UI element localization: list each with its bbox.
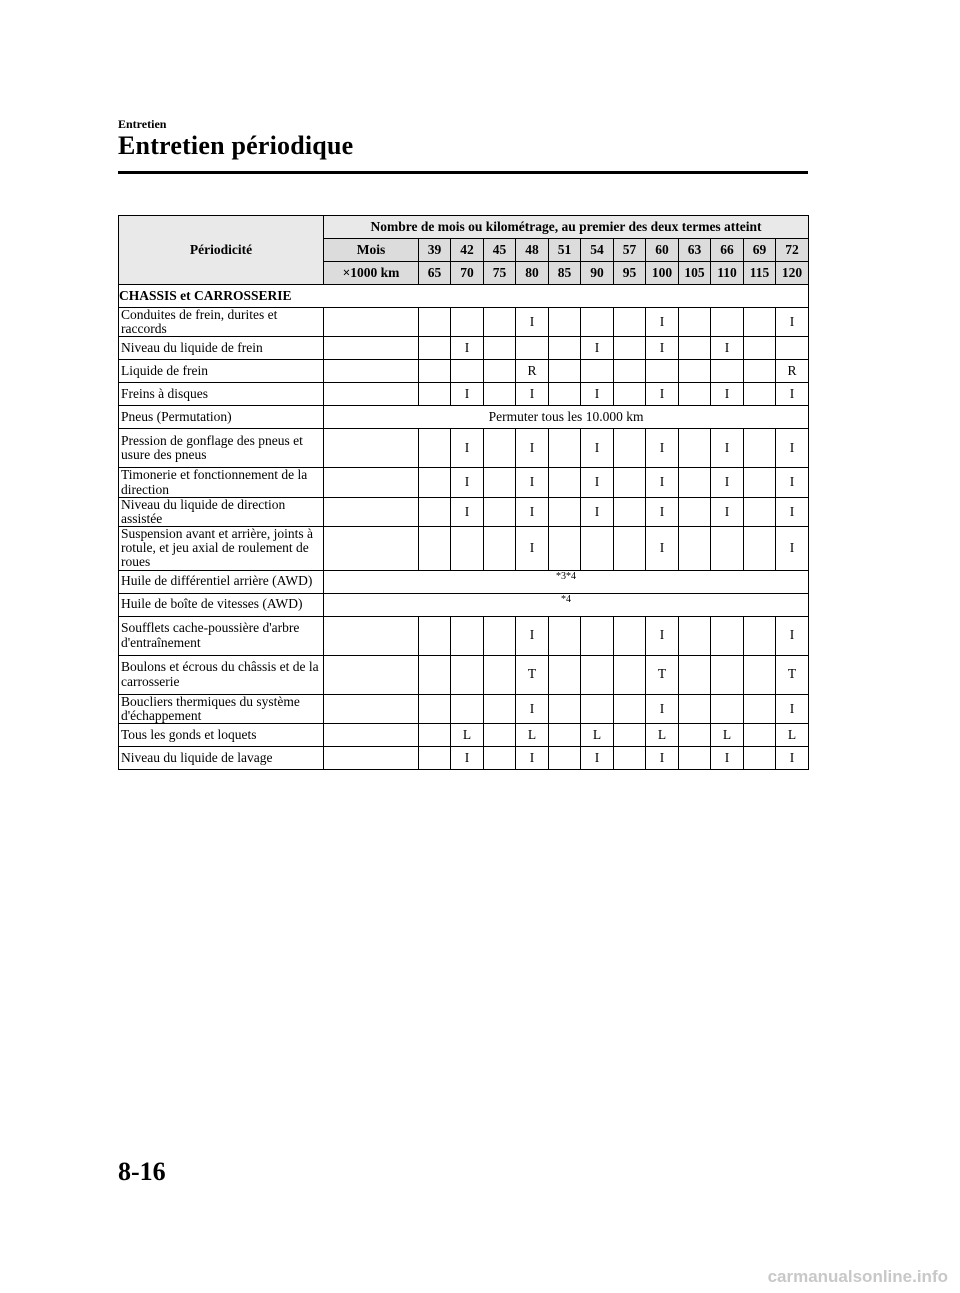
empty-cell — [744, 429, 776, 468]
interval-cell: I — [516, 694, 549, 723]
empty-cell — [614, 308, 646, 337]
interval-cell: I — [711, 746, 744, 769]
empty-cell — [744, 468, 776, 497]
mois-value: 69 — [744, 239, 776, 262]
empty-cell — [516, 337, 549, 360]
empty-cell — [324, 429, 419, 468]
empty-cell — [419, 337, 451, 360]
interval-cell: T — [646, 655, 679, 694]
empty-cell — [744, 527, 776, 571]
interval-cell: I — [516, 497, 549, 526]
empty-cell — [484, 497, 516, 526]
interval-cell: R — [776, 360, 809, 383]
km-label: ×1000 km — [324, 262, 419, 285]
empty-cell — [776, 337, 809, 360]
empty-cell — [679, 527, 711, 571]
empty-cell — [484, 360, 516, 383]
interval-cell: L — [711, 723, 744, 746]
empty-cell — [744, 616, 776, 655]
empty-cell — [679, 616, 711, 655]
maintenance-item: Niveau du liquide de lavage — [119, 746, 324, 769]
km-value: 110 — [711, 262, 744, 285]
interval-cell: I — [646, 383, 679, 406]
interval-cell: I — [711, 497, 744, 526]
km-value: 100 — [646, 262, 679, 285]
interval-cell: I — [776, 429, 809, 468]
empty-cell — [419, 655, 451, 694]
empty-cell — [744, 337, 776, 360]
km-value: 120 — [776, 262, 809, 285]
km-value: 105 — [679, 262, 711, 285]
empty-cell — [711, 616, 744, 655]
empty-cell — [679, 468, 711, 497]
interval-cell: I — [776, 616, 809, 655]
table-row — [119, 406, 809, 429]
watermark: carmanualsonline.info — [767, 1267, 948, 1286]
maintenance-item: Conduites de frein, durites et raccords — [119, 308, 324, 337]
empty-cell — [324, 497, 419, 526]
empty-cell — [419, 360, 451, 383]
maintenance-item: Timonerie et fonctionnement de la direction — [119, 468, 324, 497]
maintenance-item: Pression de gonflage des pneus et usure des pneus — [119, 429, 324, 468]
empty-cell — [744, 383, 776, 406]
mois-value: 39 — [419, 239, 451, 262]
interval-cell: L — [451, 723, 484, 746]
interval-cell: I — [776, 527, 809, 571]
table-row — [119, 723, 809, 746]
empty-cell — [324, 694, 419, 723]
empty-cell — [549, 337, 581, 360]
km-value: 65 — [419, 262, 451, 285]
interval-cell: I — [516, 746, 549, 769]
empty-cell — [549, 308, 581, 337]
interval-cell: I — [646, 527, 679, 571]
empty-cell — [549, 746, 581, 769]
interval-cell: I — [581, 468, 614, 497]
footnote-ref: *3*4 — [324, 570, 809, 593]
interval-cell: I — [646, 746, 679, 769]
interval-cell: I — [646, 337, 679, 360]
empty-cell — [451, 360, 484, 383]
table-row — [119, 694, 809, 723]
empty-cell — [324, 616, 419, 655]
interval-cell: I — [646, 468, 679, 497]
mois-value: 42 — [451, 239, 484, 262]
interval-cell: L — [516, 723, 549, 746]
interval-cell: I — [646, 308, 679, 337]
table-row — [119, 337, 809, 360]
km-value: 75 — [484, 262, 516, 285]
empty-cell — [549, 468, 581, 497]
empty-cell — [419, 468, 451, 497]
empty-cell — [679, 746, 711, 769]
empty-cell — [679, 360, 711, 383]
interval-cell: I — [711, 383, 744, 406]
empty-cell — [549, 360, 581, 383]
empty-cell — [614, 468, 646, 497]
km-value: 80 — [516, 262, 549, 285]
section-label: Entretien — [118, 117, 167, 131]
empty-cell — [484, 694, 516, 723]
empty-cell — [484, 527, 516, 571]
empty-cell — [614, 723, 646, 746]
interval-cell: I — [451, 337, 484, 360]
interval-cell: I — [516, 383, 549, 406]
maintenance-item: Pneus (Permutation) — [119, 406, 324, 429]
empty-cell — [419, 497, 451, 526]
interval-cell: I — [646, 616, 679, 655]
empty-cell — [549, 497, 581, 526]
empty-cell — [614, 616, 646, 655]
empty-cell — [484, 746, 516, 769]
periodicite-header: Périodicité — [119, 216, 324, 285]
mois-value: 45 — [484, 239, 516, 262]
interval-cell: I — [776, 383, 809, 406]
empty-cell — [451, 655, 484, 694]
empty-cell — [744, 308, 776, 337]
maintenance-item: Suspension avant et arrière, joints à rotule, et jeu axial de roulement de roues — [119, 527, 324, 571]
empty-cell — [484, 468, 516, 497]
maintenance-item: Soufflets cache-poussière d'arbre d'entraînement — [119, 616, 324, 655]
empty-cell — [614, 694, 646, 723]
empty-cell — [744, 497, 776, 526]
interval-cell: I — [451, 468, 484, 497]
empty-cell — [549, 429, 581, 468]
interval-cell: I — [516, 429, 549, 468]
table-row — [119, 570, 809, 593]
interval-cell: I — [516, 616, 549, 655]
empty-cell — [484, 337, 516, 360]
empty-cell — [324, 308, 419, 337]
table-row — [119, 527, 809, 571]
empty-cell — [614, 429, 646, 468]
section-row — [119, 285, 809, 308]
empty-cell — [614, 655, 646, 694]
empty-cell — [419, 694, 451, 723]
empty-cell — [581, 694, 614, 723]
mois-value: 63 — [679, 239, 711, 262]
table-row — [119, 308, 809, 337]
empty-cell — [581, 308, 614, 337]
maintenance-item: Niveau du liquide de frein — [119, 337, 324, 360]
empty-cell — [614, 527, 646, 571]
empty-cell — [744, 723, 776, 746]
interval-cell: L — [646, 723, 679, 746]
empty-cell — [711, 308, 744, 337]
empty-cell — [581, 655, 614, 694]
interval-cell: I — [776, 746, 809, 769]
interval-cell: I — [776, 308, 809, 337]
empty-cell — [614, 746, 646, 769]
mois-value: 51 — [549, 239, 581, 262]
empty-cell — [324, 527, 419, 571]
maintenance-item: Niveau du liquide de direction assistée — [119, 497, 324, 526]
table-row — [119, 616, 809, 655]
empty-cell — [451, 694, 484, 723]
empty-cell — [451, 527, 484, 571]
table-row — [119, 468, 809, 497]
interval-cell: L — [776, 723, 809, 746]
interval-cell: L — [581, 723, 614, 746]
interval-cell: I — [646, 497, 679, 526]
empty-cell — [324, 655, 419, 694]
empty-cell — [711, 694, 744, 723]
table-row — [119, 655, 809, 694]
mois-value: 72 — [776, 239, 809, 262]
empty-cell — [419, 746, 451, 769]
table-row — [119, 429, 809, 468]
empty-cell — [614, 337, 646, 360]
span-instruction: Permuter tous les 10.000 km — [324, 406, 809, 429]
interval-cell: I — [776, 468, 809, 497]
empty-cell — [451, 308, 484, 337]
empty-cell — [419, 723, 451, 746]
table-row — [119, 593, 809, 616]
mois-value: 66 — [711, 239, 744, 262]
interval-cell: I — [581, 429, 614, 468]
mois-label: Mois — [324, 239, 419, 262]
empty-cell — [711, 655, 744, 694]
empty-cell — [419, 429, 451, 468]
empty-cell — [324, 360, 419, 383]
empty-cell — [679, 723, 711, 746]
interval-cell: I — [711, 337, 744, 360]
interval-cell: I — [451, 383, 484, 406]
title-rule — [118, 171, 808, 174]
interval-cell: I — [646, 429, 679, 468]
empty-cell — [744, 746, 776, 769]
empty-cell — [679, 308, 711, 337]
maintenance-item: Boucliers thermiques du système d'échappement — [119, 694, 324, 723]
empty-cell — [549, 527, 581, 571]
interval-cell: I — [516, 468, 549, 497]
empty-cell — [711, 360, 744, 383]
interval-cell: I — [776, 497, 809, 526]
interval-cell: I — [581, 337, 614, 360]
maintenance-item: Liquide de frein — [119, 360, 324, 383]
interval-header: Nombre de mois ou kilométrage, au premier des deux termes atteint — [324, 216, 809, 239]
interval-cell: I — [646, 694, 679, 723]
interval-cell: I — [711, 429, 744, 468]
empty-cell — [679, 655, 711, 694]
page-number: 8-16 — [118, 1157, 166, 1186]
empty-cell — [419, 527, 451, 571]
empty-cell — [744, 694, 776, 723]
table-row — [119, 360, 809, 383]
empty-cell — [324, 723, 419, 746]
empty-cell — [549, 723, 581, 746]
empty-cell — [679, 694, 711, 723]
maintenance-item: Huile de boîte de vitesses (AWD) — [119, 593, 324, 616]
empty-cell — [324, 383, 419, 406]
empty-cell — [549, 694, 581, 723]
empty-cell — [581, 616, 614, 655]
empty-cell — [484, 655, 516, 694]
interval-cell: I — [581, 383, 614, 406]
empty-cell — [484, 616, 516, 655]
maintenance-item: Huile de différentiel arrière (AWD) — [119, 570, 324, 593]
empty-cell — [581, 360, 614, 383]
empty-cell — [549, 616, 581, 655]
mois-value: 57 — [614, 239, 646, 262]
interval-cell: I — [776, 694, 809, 723]
empty-cell — [614, 360, 646, 383]
empty-cell — [419, 383, 451, 406]
interval-cell: I — [516, 308, 549, 337]
empty-cell — [744, 655, 776, 694]
empty-cell — [646, 360, 679, 383]
maintenance-item: Boulons et écrous du châssis et de la carrosserie — [119, 655, 324, 694]
empty-cell — [679, 337, 711, 360]
maintenance-item: Freins à disques — [119, 383, 324, 406]
empty-cell — [324, 746, 419, 769]
maintenance-item: Tous les gonds et loquets — [119, 723, 324, 746]
interval-cell: I — [581, 497, 614, 526]
km-value: 115 — [744, 262, 776, 285]
empty-cell — [581, 527, 614, 571]
maintenance-table — [118, 215, 809, 770]
table-row — [119, 497, 809, 526]
empty-cell — [484, 308, 516, 337]
interval-cell: I — [451, 746, 484, 769]
table-row — [119, 746, 809, 769]
empty-cell — [484, 429, 516, 468]
empty-cell — [711, 527, 744, 571]
km-value: 95 — [614, 262, 646, 285]
mois-value: 60 — [646, 239, 679, 262]
empty-cell — [324, 337, 419, 360]
mois-value: 54 — [581, 239, 614, 262]
interval-cell: I — [451, 429, 484, 468]
km-value: 70 — [451, 262, 484, 285]
interval-cell: I — [581, 746, 614, 769]
km-value: 85 — [549, 262, 581, 285]
footnote-ref: *4 — [324, 593, 809, 616]
empty-cell — [484, 723, 516, 746]
empty-cell — [679, 497, 711, 526]
mois-value: 48 — [516, 239, 549, 262]
interval-cell: I — [516, 527, 549, 571]
empty-cell — [744, 360, 776, 383]
empty-cell — [484, 383, 516, 406]
page-title: Entretien périodique — [118, 131, 354, 160]
interval-cell: I — [711, 468, 744, 497]
interval-cell: R — [516, 360, 549, 383]
table-row — [119, 383, 809, 406]
interval-cell: T — [776, 655, 809, 694]
empty-cell — [549, 655, 581, 694]
empty-cell — [679, 429, 711, 468]
empty-cell — [451, 616, 484, 655]
km-value: 90 — [581, 262, 614, 285]
empty-cell — [614, 497, 646, 526]
interval-cell: T — [516, 655, 549, 694]
section-title: CHASSIS et CARROSSERIE — [119, 285, 809, 308]
empty-cell — [549, 383, 581, 406]
empty-cell — [419, 308, 451, 337]
interval-cell: I — [451, 497, 484, 526]
empty-cell — [324, 468, 419, 497]
empty-cell — [679, 383, 711, 406]
empty-cell — [614, 383, 646, 406]
empty-cell — [419, 616, 451, 655]
